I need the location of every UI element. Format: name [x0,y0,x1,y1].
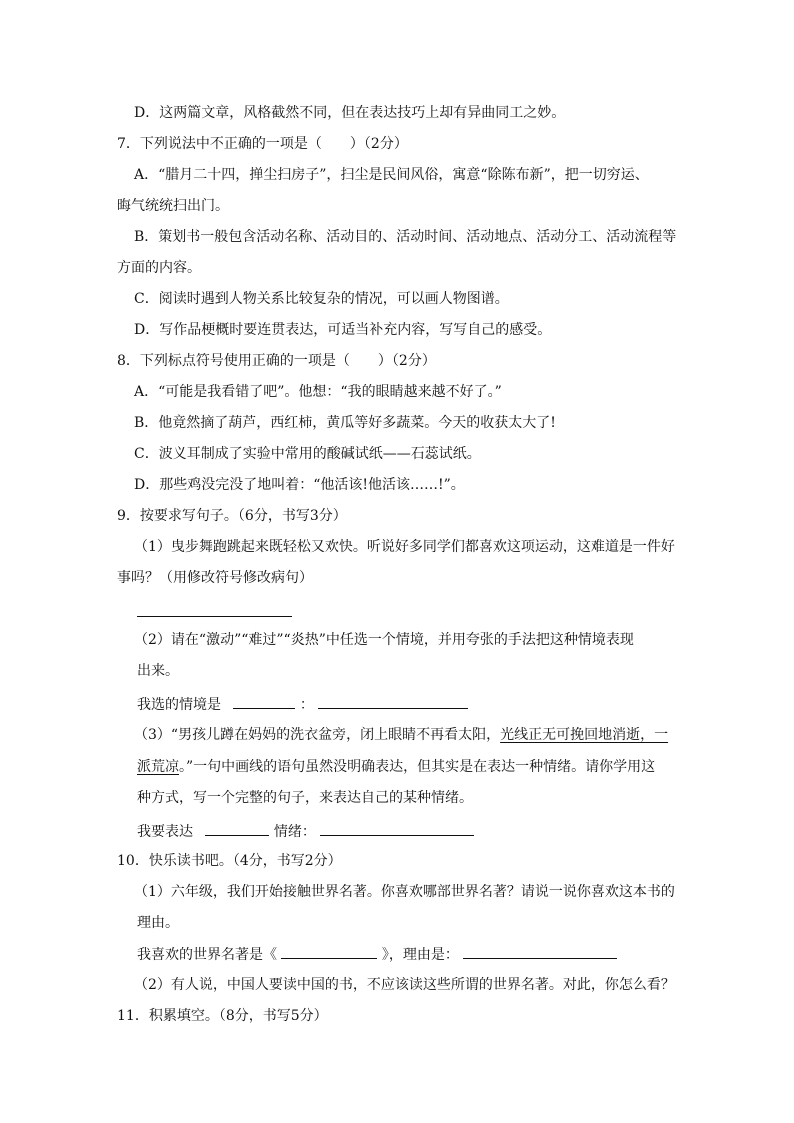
q9-part1-line2: 事吗？（用修改符号修改病句） [117,570,313,586]
q7-option-a-line2: 晦气统统扫出门。 [117,198,229,214]
book-title-blank[interactable] [281,944,377,959]
underlined-sentence-end: 派荒凉 [137,759,179,775]
q9-part3-answer [137,821,474,842]
q9-stem: 9．按要求写句子。（6分，书写3分） [117,508,347,524]
q9-part2-line2: 出来。 [137,663,179,679]
q9-part2-answer-label: 我选的情境是 [137,697,221,713]
q7-option-a-line1: A．“腊月二十四，掸尘扫房子”，扫尘是民间风俗，寓意“除陈布新”，把一切穷运、 [134,167,649,183]
q10-answer-label: 我喜欢的世界名著是《 [137,947,277,963]
q8-option-c: C．波义耳制成了实验中常用的酸碱试纸——石蕊试纸。 [134,446,481,462]
q6-option-d: D．这两篇文章，风格截然不同，但在表达技巧上却有异曲同工之妙。 [134,105,566,121]
q8-option-d: D．那些鸡没完没了地叫着：“他活该!他活该……!”。 [134,477,465,493]
q10-answer-reason-label: 》，理由是： [381,947,459,963]
q9-part3-answer-mid: 情绪： [273,824,316,840]
q9-part3-line1 [134,725,668,745]
situation-blank[interactable] [233,694,295,709]
q9-part3-answer-label: 我要表达 [137,824,193,840]
q8-option-a: A．“可能是我看错了吧”。他想：“我的眼睛越来越不好了。” [134,384,502,400]
q7-option-b-line1: B．策划书一般包含活动名称、活动目的、活动时间、活动地点、活动分工、活动流程等 [134,229,677,245]
q10-stem: 10．快乐读书吧。（4分，书写2分） [117,853,342,869]
q9-part3-text: （3）“男孩儿蹲在妈妈的洗衣盆旁，闭上眼睛不再看太阳， [134,727,501,743]
q9-part3-text-cont: 。”一句中画线的语句虽然没明确表达，但其实是在表达一种情绪。请你学用这 [179,759,656,775]
q10-part2: （2）有人说，中国人要读中国的书，不应该读这些所谓的世界名著。对此，你怎么看？ [134,977,675,993]
q9-part2-line1: （2）请在“激动”“难过”“炎热”中任选一个情境，并用夸张的手法把这种情境表现 [134,632,634,648]
emotion-blank[interactable] [205,821,269,836]
q10-part1-answer [137,944,617,965]
q10-part1-line2: 理由。 [137,915,179,931]
q8-stem: 8．下列标点符号使用正确的一项是（ ）（2分） [117,353,436,369]
q9-part1-answer-line[interactable] [137,616,292,617]
q9-part3-line3: 种方式，写一个完整的句子，来表达自己的某种情绪。 [137,790,473,806]
q11-stem: 11．积累填空。（8分，书写5分） [117,1008,328,1024]
q9-part3-line2 [137,757,655,777]
q10-part1-line1: （1）六年级，我们开始接触世界名著。你喜欢哪部世界名著？请说一说你喜欢这本书的 [134,884,675,900]
emotion-sentence-blank[interactable] [320,821,474,836]
underlined-sentence: 光线正无可挽回地消逝，一 [500,727,669,743]
sentence-blank[interactable] [318,694,468,709]
q7-option-d: D．写作品梗概时要连贯表达，可适当补充内容，写写自己的感受。 [134,322,552,338]
q9-part2-answer [137,694,468,715]
q7-option-b-line2: 方面的内容。 [117,260,201,276]
reason-blank[interactable] [463,944,617,959]
q7-stem: 7．下列说法中不正确的一项是（ ）（2分） [117,136,408,152]
q9-part1-line1: （1）曳步舞跑跳起来既轻松又欢快。听说好多同学们都喜欢这项运动，这难道是一件好 [134,539,675,555]
q9-part2-colon: ： [299,697,314,713]
q7-option-c: C．阅读时遇到人物关系比较复杂的情况，可以画人物图谱。 [134,291,509,307]
q8-option-b: B．他竟然摘了葫芦，西红柿，黄瓜等好多蔬菜。今天的收获太大了! [134,415,556,431]
